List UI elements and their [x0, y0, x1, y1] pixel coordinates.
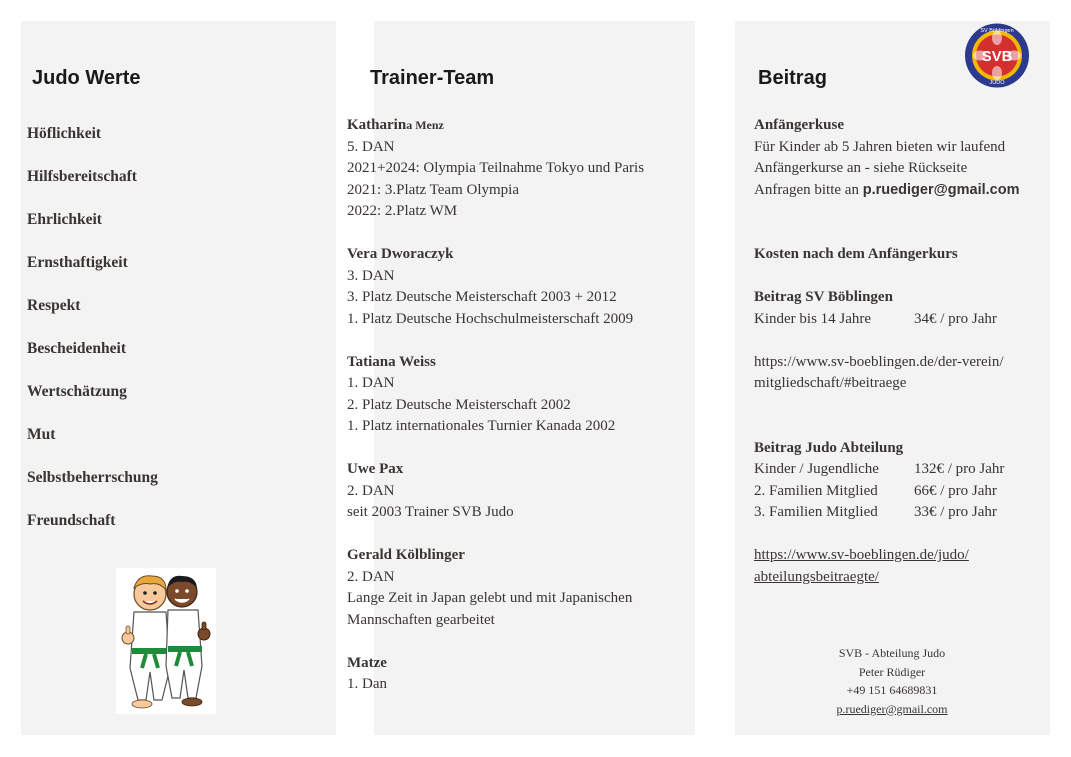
costs-title: Kosten nach dem Anfängerkurs [754, 246, 958, 262]
value-item: Hilfsbereitschaft [27, 168, 137, 185]
beginner-text: Anfängerkurse an - siehe Rückseite [754, 160, 968, 176]
values-heading: Judo Werte [32, 67, 141, 89]
beginner-contact: Anfragen bitte an p.ruediger@gmail.com [754, 181, 1020, 198]
beginner-email[interactable]: p.ruediger@gmail.com [862, 181, 1020, 198]
logo-bottom-text: JUDO [989, 80, 1005, 86]
beginner-text: Für Kinder ab 5 Jahren bieten wir laufend [754, 138, 1006, 155]
trainer-detail: 3. Platz Deutsche Meisterschaft 2003 + 2012 [347, 289, 617, 305]
trainer-detail: 5. DAN [347, 138, 395, 155]
contact-block [792, 644, 992, 718]
logo-top-text: SV Böblingen [980, 28, 1014, 34]
value-item: Ernsthaftigkeit [27, 254, 128, 271]
trainer-name: Tatiana Weiss [347, 353, 436, 370]
trainer-detail: 3. DAN [347, 267, 395, 284]
contact-phone: +49 151 64689831 [846, 683, 938, 697]
trainer-name: Gerald Kölblinger [347, 547, 465, 563]
trainer-detail: 1. Dan [347, 676, 387, 692]
fee-row [754, 309, 1054, 331]
fees-heading: Beitrag [758, 67, 827, 89]
trainer-detail: 2022: 2.Platz WM [347, 203, 458, 219]
trainer-detail: 2. DAN [347, 568, 395, 585]
value-item: Ehrlichkeit [27, 211, 102, 228]
fee-label: Kinder / Jugendliche [754, 461, 879, 477]
fee-amount: 34€ / pro Jahr [914, 310, 997, 327]
values-list [27, 124, 158, 554]
fees-content [754, 115, 1054, 588]
trainer-detail: 2021: 3.Platz Team Olympia [347, 181, 519, 198]
contact-email[interactable]: p.ruediger@gmail.com [836, 701, 948, 716]
judo-kids-illustration [116, 568, 216, 714]
fee-amount: 33€ / pro Jahr [914, 504, 997, 520]
fee-label: 3. Familien Mitglied [754, 504, 878, 520]
contact-name: Peter Rüdiger [858, 664, 926, 679]
value-item: Wertschätzung [27, 383, 127, 400]
trainer-detail: Mannschaften gearbeitet [347, 611, 495, 628]
judo-url[interactable]: https://www.sv-boeblingen.de/judo/ [754, 547, 969, 563]
judo-url[interactable]: abteilungsbeitraegte/ [754, 568, 879, 585]
value-item: Höflichkeit [27, 125, 102, 142]
trainer-list [347, 115, 692, 696]
fee-row [754, 502, 1054, 524]
svb-fee-title: Beitrag SV Böblingen [754, 289, 893, 305]
fee-amount: 66€ / pro Jahr [914, 482, 997, 499]
trainer-detail: 1. Platz Deutsche Hochschulmeisterschaft 2009 [347, 310, 634, 327]
fee-amount: 132€ / pro Jahr [914, 461, 1005, 477]
fee-label: 2. Familien Mitglied [754, 482, 878, 499]
fee-row [754, 459, 1054, 481]
value-item: Bescheidenheit [27, 340, 127, 357]
trainer-detail: 2021+2024: Olympia Teilnahme Tokyo und Paris [347, 160, 645, 176]
judo-kids-icon [116, 568, 216, 714]
svb-logo-icon [962, 22, 1032, 89]
trainer-name: Matze [347, 654, 387, 671]
trainer-name: Katharina Menz [347, 117, 444, 133]
trainer-detail: 1. Platz internationales Turnier Kanada 2002 [347, 418, 616, 434]
contact-org: SVB - Abteilung Judo [838, 646, 946, 660]
trainers-heading: Trainer-Team [370, 67, 495, 89]
trainer-detail: 2. DAN [347, 482, 395, 499]
fee-row [754, 481, 1054, 503]
trainer-detail: 1. DAN [347, 375, 395, 391]
trainer-detail: 2. Platz Deutsche Meisterschaft 2002 [347, 396, 571, 413]
beginner-title: Anfängerkuse [754, 117, 845, 133]
trainer-name: Uwe Pax [347, 461, 404, 477]
svb-url[interactable]: https://www.sv-boeblingen.de/der-verein/ [754, 353, 1004, 370]
svb-url[interactable]: mitgliedschaft/#beitraege [754, 375, 907, 391]
trainer-detail: seit 2003 Trainer SVB Judo [347, 504, 514, 520]
value-item: Mut [27, 426, 56, 443]
fee-label: Kinder bis 14 Jahre [754, 310, 872, 327]
logo-center-text: SVB [981, 48, 1013, 65]
judo-fee-title: Beitrag Judo Abteilung [754, 439, 904, 456]
value-item: Freundschaft [27, 512, 116, 529]
trainer-name: Vera Dworaczyk [347, 246, 454, 262]
value-item: Respekt [27, 297, 81, 314]
trainer-detail: Lange Zeit in Japan gelebt und mit Japanischen [347, 590, 633, 606]
value-item: Selbstbeherrschung [27, 469, 158, 486]
svb-judo-logo [962, 22, 1032, 89]
